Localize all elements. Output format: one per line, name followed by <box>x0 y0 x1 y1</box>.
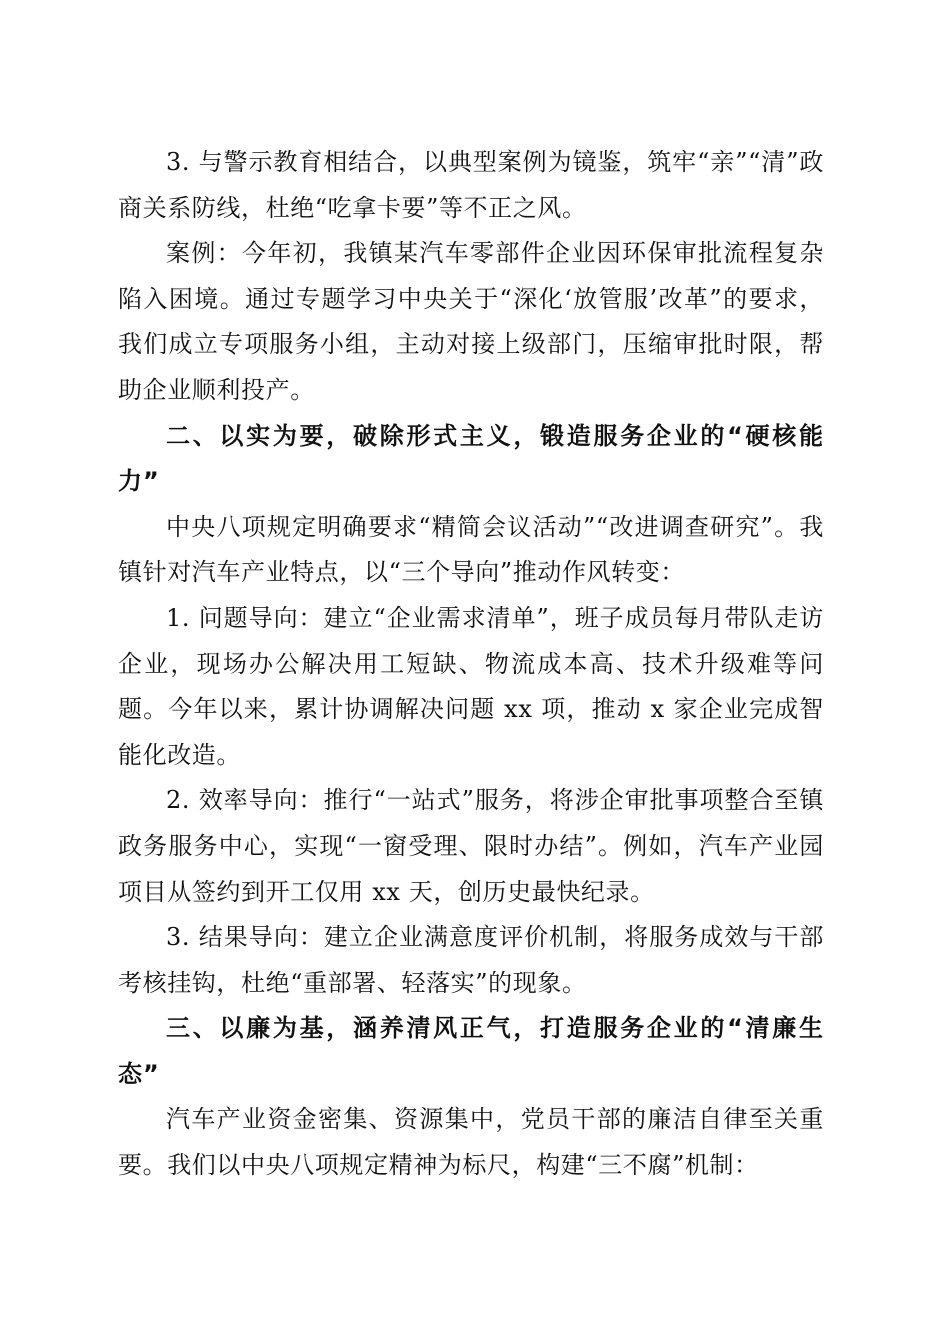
paragraph-section-three-intro: 汽车产业资金密集、资源集中，党员干部的廉洁自律至关重要。我们以中央八项规定精神为标尺，构建“三不腐”机制： <box>118 1105 824 1180</box>
document-body <box>118 140 824 1189</box>
paragraph-case-study: 案例：今年初，我镇某汽车零部件企业因环保审批流程复杂陷入困境。通过专题学习中央关于“深化‘放管服’改革”的要求，我们成立专项服务小组，主动对接上级部门，压缩审批时限，帮助企业顺利投产。 <box>118 239 824 404</box>
paragraph-section-two-intro: 中央八项规定明确要求“精简会议活动”“改进调查研究”。我镇针对汽车产业特点，以“三个导向”推动作风转变： <box>118 512 824 587</box>
section-heading-three: 三、以廉为基，涵养清风正气，打造服务企业的“清廉生态” <box>118 1014 824 1088</box>
paragraph-result-orientation: 3. 结果导向：建立企业满意度评价机制，将服务成效与干部考核挂钩，杜绝“重部署、轻落实”的现象。 <box>118 923 824 997</box>
paragraph-item-warning-education: 3. 与警示教育相结合，以典型案例为镜鉴，筑牢“亲”“清”政商关系防线，杜绝“吃拿卡要”等不正之风。 <box>118 148 824 222</box>
section-heading-two: 二、以实为要，破除形式主义，锻造服务企业的“硬核能力” <box>118 421 824 496</box>
paragraph-efficiency-orientation: 2. 效率导向：推行“一站式”服务，将涉企审批事项整合至镇政务服务中心，实现“一窗受理、限时办结”。例如，汽车产业园项目从签约到开工仅用 xx 天，创历史最快纪录。 <box>118 786 824 906</box>
paragraph-problem-orientation: 1. 问题导向：建立“企业需求清单”，班子成员每月带队走访企业，现场办公解决用工短缺、物流成本高、技术升级难等问题。今年以来，累计协调解决问题 xx 项，推动 x 家企业完成智能化改造。 <box>118 603 824 769</box>
